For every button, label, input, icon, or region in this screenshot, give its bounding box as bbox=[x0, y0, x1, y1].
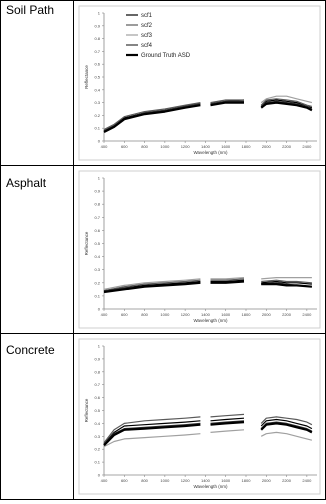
x-tick-label: 2200 bbox=[282, 144, 292, 149]
y-tick-label: 0.7 bbox=[94, 48, 100, 54]
x-axis-label: Wavelength (nm) bbox=[193, 318, 228, 323]
x-tick-label: 2200 bbox=[282, 478, 292, 483]
y-tick-label: 0.9 bbox=[94, 188, 100, 194]
chart-soil-path bbox=[74, 1, 325, 165]
x-tick-label: 400 bbox=[100, 312, 108, 317]
y-axis-label: Reflectance bbox=[84, 231, 89, 256]
x-tick-label: 1400 bbox=[200, 478, 210, 483]
x-tick-label: 600 bbox=[120, 144, 128, 149]
x-tick-label: 1000 bbox=[160, 478, 170, 483]
x-tick-label: 800 bbox=[141, 312, 148, 317]
y-tick-label: 0.2 bbox=[94, 280, 100, 286]
x-tick-label: 1000 bbox=[160, 144, 170, 149]
y-tick-label: 0.4 bbox=[94, 87, 100, 93]
row-label-soil-path: Soil Path bbox=[6, 3, 55, 17]
y-tick-label: 0.4 bbox=[94, 420, 100, 426]
x-tick-label: 2400 bbox=[302, 144, 312, 149]
x-tick-label: 1400 bbox=[200, 312, 210, 317]
x-tick-label: 1400 bbox=[200, 144, 210, 149]
legend-label: scf4 bbox=[141, 43, 153, 49]
chart-concrete bbox=[74, 334, 325, 499]
y-tick-label: 0.3 bbox=[94, 433, 100, 439]
x-axis-label: Wavelength (nm) bbox=[193, 150, 228, 155]
legend-label: scf1 bbox=[141, 13, 153, 19]
chart-frame bbox=[79, 171, 320, 328]
y-tick-label: 1 bbox=[97, 10, 100, 16]
x-tick-label: 1600 bbox=[221, 312, 231, 317]
row-label-concrete: Concrete bbox=[6, 343, 55, 357]
x-tick-label: 2200 bbox=[282, 312, 292, 317]
chart-asphalt bbox=[74, 166, 325, 333]
x-tick-label: 400 bbox=[100, 144, 108, 149]
x-tick-label: 1600 bbox=[221, 144, 231, 149]
legend-label: Ground Truth ASD bbox=[141, 53, 191, 59]
x-tick-label: 2400 bbox=[302, 312, 312, 317]
x-tick-label: 600 bbox=[120, 312, 128, 317]
y-axis-label: Reflectance bbox=[84, 65, 89, 89]
legend-label: scf2 bbox=[141, 23, 153, 29]
x-axis-label: Wavelength (nm) bbox=[193, 484, 228, 489]
y-tick-label: 0.9 bbox=[94, 23, 100, 29]
y-tick-label: 0.3 bbox=[94, 267, 100, 273]
y-tick-label: 1 bbox=[97, 175, 100, 181]
y-tick-label: 0.5 bbox=[94, 74, 100, 80]
y-tick-label: 0.8 bbox=[94, 369, 100, 375]
y-tick-label: 0.5 bbox=[94, 241, 100, 246]
y-tick-label: 0 bbox=[97, 472, 100, 478]
chart-frame bbox=[79, 6, 320, 160]
y-tick-label: 0.9 bbox=[94, 356, 100, 362]
x-tick-label: 1200 bbox=[180, 144, 190, 149]
y-tick-label: 0.7 bbox=[94, 382, 100, 388]
x-tick-label: 2000 bbox=[261, 312, 271, 317]
x-tick-label: 2400 bbox=[302, 478, 312, 483]
y-tick-label: 0 bbox=[97, 306, 100, 312]
y-tick-label: 0.6 bbox=[94, 395, 100, 401]
y-tick-label: 0.3 bbox=[94, 100, 100, 106]
x-tick-label: 2000 bbox=[261, 478, 271, 483]
panel-concrete bbox=[74, 334, 325, 499]
x-tick-label: 1800 bbox=[241, 478, 251, 483]
y-tick-label: 0.6 bbox=[94, 61, 100, 67]
y-tick-label: 1 bbox=[97, 343, 100, 349]
x-tick-label: 1600 bbox=[221, 478, 231, 483]
x-tick-label: 1000 bbox=[160, 312, 170, 317]
y-tick-label: 0.2 bbox=[94, 112, 100, 118]
x-tick-label: 1200 bbox=[180, 312, 190, 317]
y-tick-label: 0.8 bbox=[94, 201, 100, 207]
x-tick-label: 2000 bbox=[261, 144, 271, 149]
x-tick-label: 1800 bbox=[241, 144, 251, 149]
y-tick-label: 0.1 bbox=[94, 459, 100, 465]
y-tick-label: 0.4 bbox=[94, 254, 100, 260]
y-tick-label: 0.1 bbox=[94, 125, 100, 131]
x-tick-label: 400 bbox=[100, 478, 108, 483]
panel-asphalt bbox=[74, 166, 325, 333]
legend-label: scf3 bbox=[141, 33, 153, 39]
y-tick-label: 0.8 bbox=[94, 36, 100, 42]
table-border-left bbox=[0, 0, 1, 500]
y-tick-label: 0.7 bbox=[94, 214, 100, 220]
y-tick-label: 0.2 bbox=[94, 446, 100, 452]
panel-soil-path bbox=[74, 1, 325, 165]
x-tick-label: 1200 bbox=[180, 478, 190, 483]
x-tick-label: 800 bbox=[141, 478, 148, 483]
row-label-asphalt: Asphalt bbox=[6, 176, 47, 190]
y-tick-label: 0.1 bbox=[94, 293, 100, 299]
x-tick-label: 800 bbox=[141, 144, 148, 149]
y-tick-label: 0.6 bbox=[94, 227, 100, 233]
x-tick-label: 1800 bbox=[241, 312, 251, 317]
y-axis-label: Reflectance bbox=[84, 398, 89, 423]
y-tick-label: 0.5 bbox=[94, 408, 100, 413]
x-tick-label: 600 bbox=[120, 478, 128, 483]
y-tick-label: 0 bbox=[97, 138, 100, 144]
